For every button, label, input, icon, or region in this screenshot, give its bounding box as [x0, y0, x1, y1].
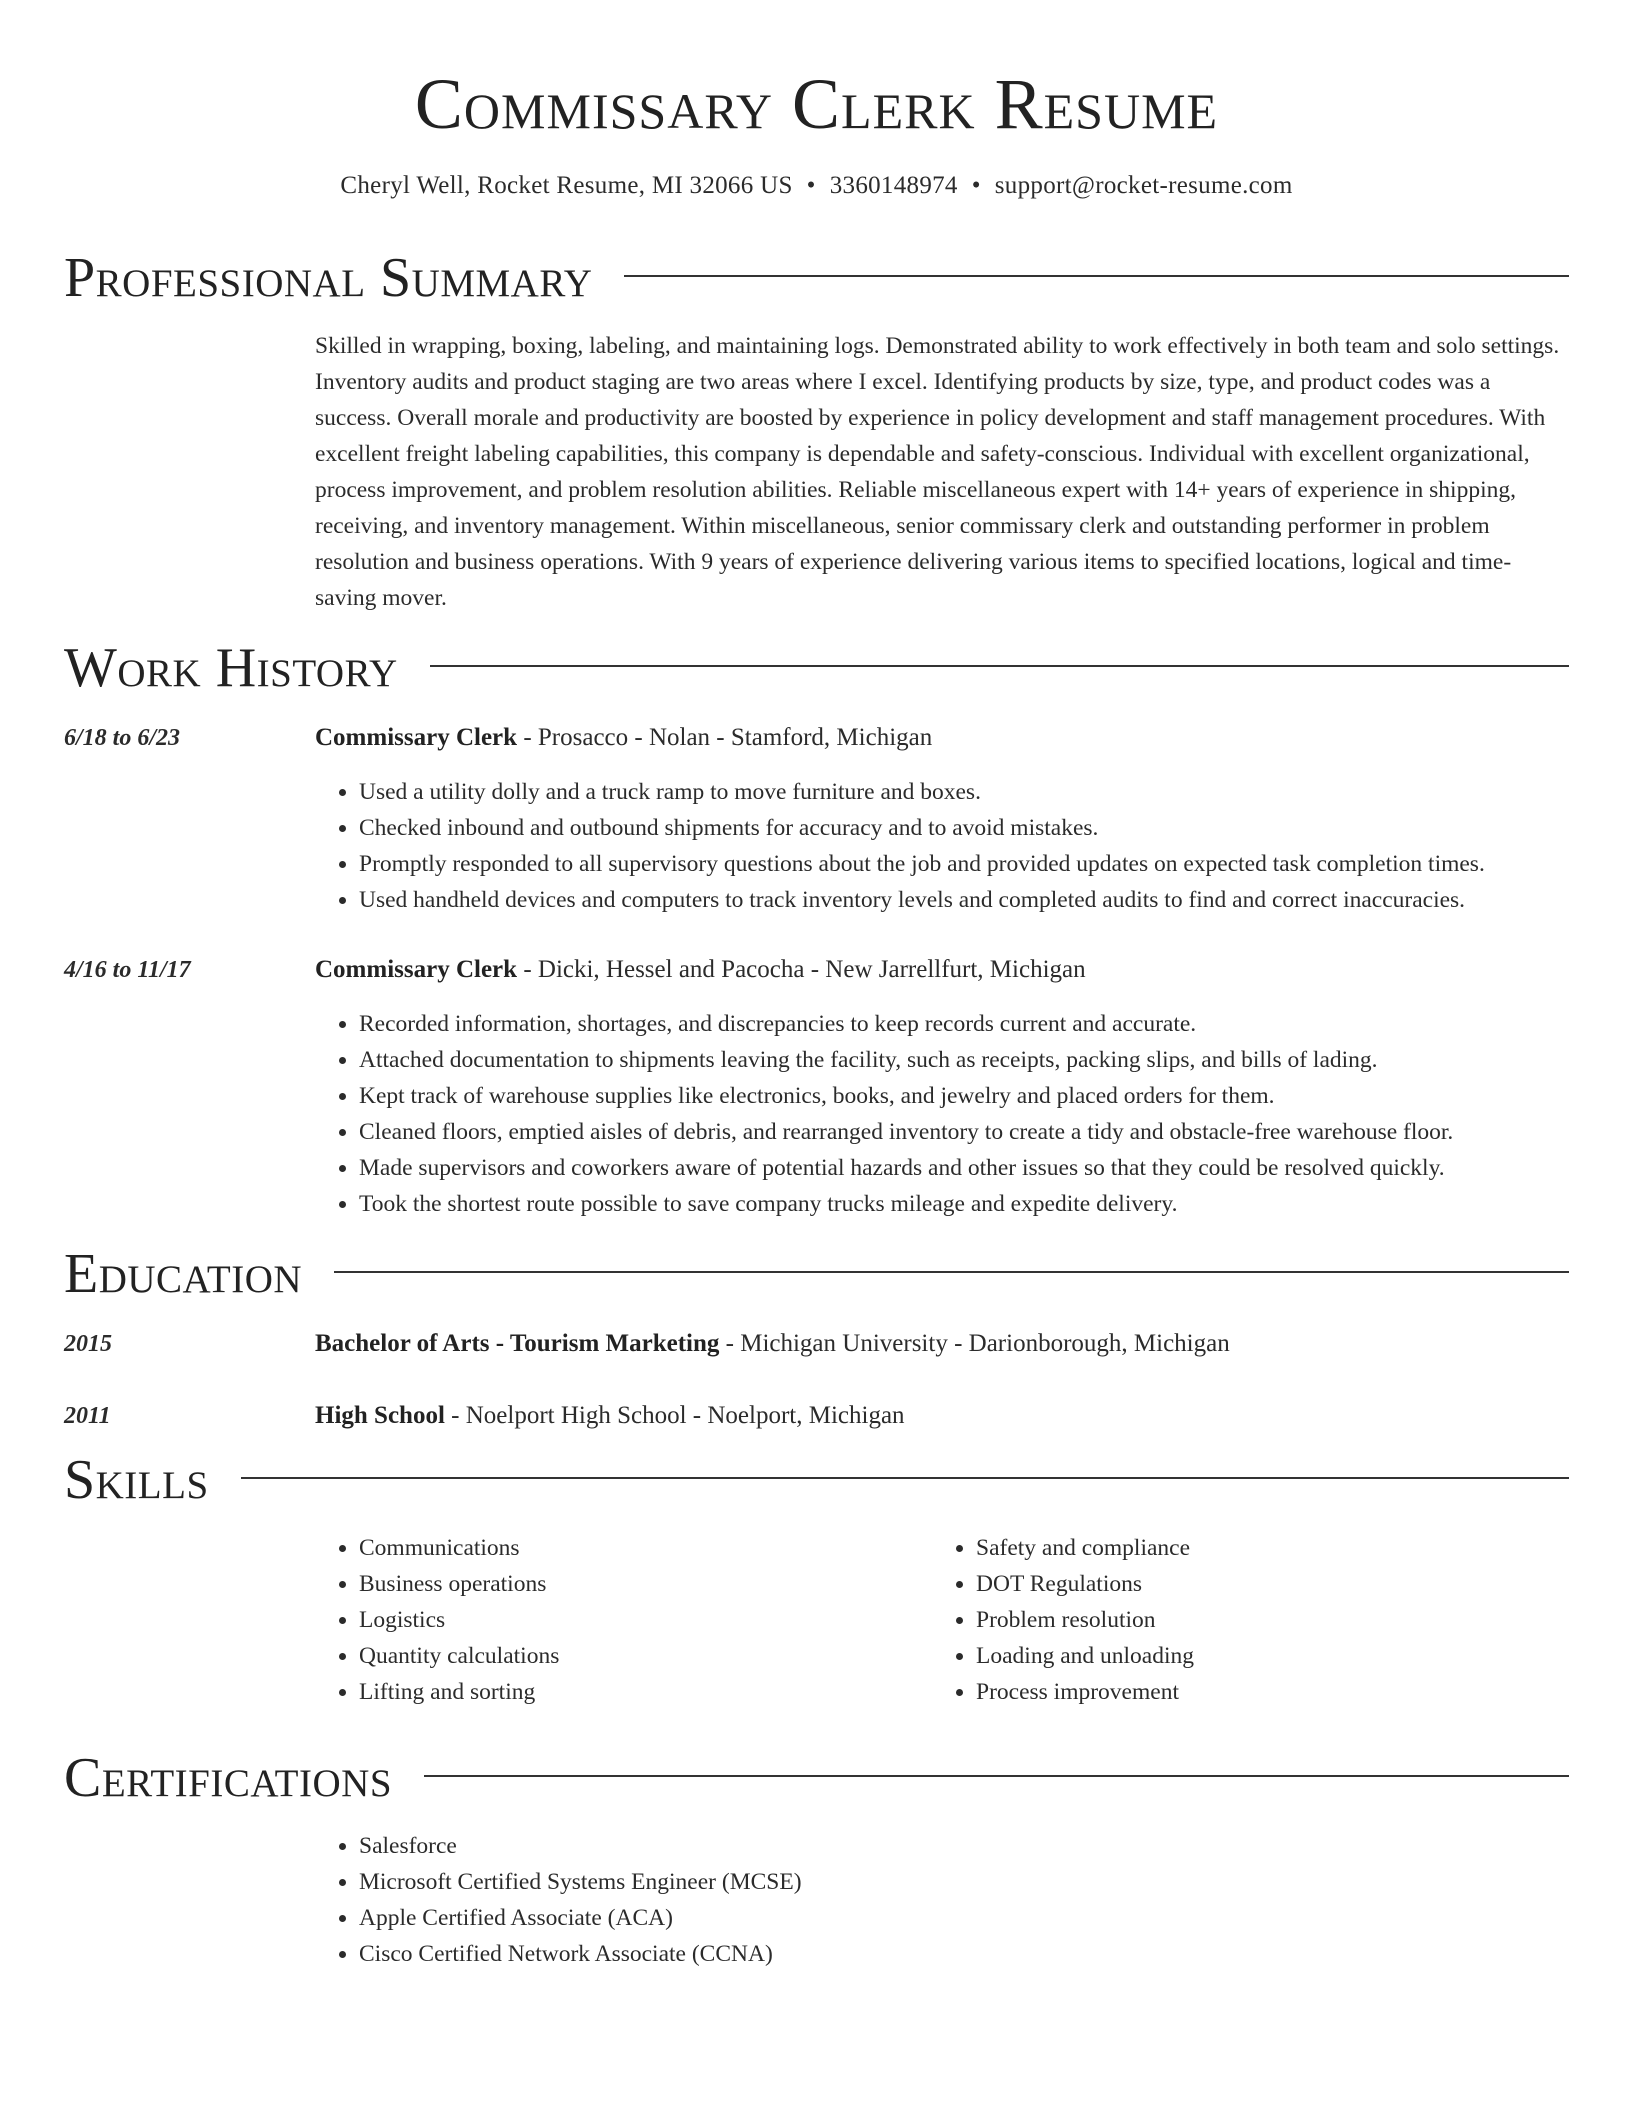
- certifications-list: [315, 1828, 1569, 1972]
- section-divider: [430, 665, 1569, 667]
- job-title: Commissary Clerk: [315, 724, 518, 751]
- education-heading: [315, 1398, 1569, 1434]
- skill-item: • DOT Regulations: [976, 1566, 1549, 1602]
- certification-item: • Cisco Certified Network Associate (CCNA): [359, 1936, 1569, 1972]
- section-divider: [241, 1477, 1569, 1479]
- skills-list: [315, 1530, 1569, 1710]
- resume-title: Commissary Clerk Resume: [414, 64, 1219, 144]
- job-title: Commissary Clerk: [315, 956, 518, 983]
- skill-item: • Process improvement: [976, 1674, 1549, 1710]
- contact-line: [64, 168, 1569, 204]
- certification-item: • Salesforce: [359, 1828, 1569, 1864]
- certification-item: • Microsoft Certified Systems Engineer (MCSE): [359, 1864, 1569, 1900]
- section-title-summary: Professional Summary: [64, 247, 593, 309]
- education-degree: Bachelor of Arts - Tourism Marketing: [315, 1330, 720, 1357]
- contact-address: Cheryl Well, Rocket Resume, MI 32066 US: [340, 172, 793, 199]
- job-details: - Dicki, Hessel and Pacocha - New Jarrellfurt, Michigan: [517, 956, 1086, 983]
- section-divider: [334, 1271, 1569, 1273]
- job-duty: • Checked inbound and outbound shipments for accuracy and to avoid mistakes.: [359, 810, 1569, 846]
- job-duties: [315, 1006, 1569, 1222]
- section-header-certifications: [64, 1744, 1569, 1812]
- education-details: - Noelport High School - Noelport, Michigan: [444, 1402, 905, 1429]
- education-entry: [64, 1398, 1569, 1434]
- resume-page: [64, 0, 1569, 1972]
- job-body: [315, 720, 1569, 918]
- section-header-work-history: [64, 634, 1569, 702]
- skill-item: • Lifting and sorting: [359, 1674, 932, 1710]
- job-duty: • Attached documentation to shipments leaving the facility, such as receipts, packing slips, and bills of lading.: [359, 1042, 1569, 1078]
- job-details: - Prosacco - Nolan - Stamford, Michigan: [517, 724, 933, 751]
- job-dates: 6/18 to 6/23: [64, 725, 181, 751]
- section-header-summary: [64, 244, 1569, 312]
- section-title-work-history: Work History: [64, 637, 398, 699]
- skill-item: • Safety and compliance: [976, 1530, 1549, 1566]
- education-entry: [64, 1326, 1569, 1362]
- education-heading: [315, 1326, 1569, 1362]
- education-year: 2015: [64, 1331, 112, 1357]
- section-title-education: Education: [64, 1243, 303, 1305]
- contact-separator: •: [806, 172, 816, 199]
- section-title-skills: Skills: [64, 1449, 209, 1511]
- job-duty: • Used a utility dolly and a truck ramp to move furniture and boxes.: [359, 774, 1569, 810]
- skills-column-right: [932, 1530, 1549, 1710]
- job-duty: • Used handheld devices and computers to track inventory levels and completed audits to find and correct inaccuracies.: [359, 882, 1569, 918]
- job-duty: • Made supervisors and coworkers aware of potential hazards and other issues so that they could be resolved quickly.: [359, 1150, 1569, 1186]
- skill-item: • Loading and unloading: [976, 1638, 1549, 1674]
- skill-item: • Problem resolution: [976, 1602, 1549, 1638]
- job-heading: [315, 952, 1569, 988]
- section-divider: [424, 1775, 1569, 1777]
- job-duty: • Kept track of warehouse supplies like electronics, books, and jewelry and placed orders for them.: [359, 1078, 1569, 1114]
- job-duties: [315, 774, 1569, 918]
- education-year: 2011: [64, 1403, 111, 1429]
- education-body: [315, 1398, 1569, 1434]
- contact-separator: •: [971, 172, 981, 199]
- job-entry: [64, 952, 1569, 1222]
- job-duty: • Took the shortest route possible to save company trucks mileage and expedite delivery.: [359, 1186, 1569, 1222]
- section-header-education: [64, 1240, 1569, 1308]
- section-title-certifications: Certifications: [64, 1747, 393, 1809]
- skill-item: • Quantity calculations: [359, 1638, 932, 1674]
- skill-item: • Logistics: [359, 1602, 932, 1638]
- job-entry: [64, 720, 1569, 918]
- skill-item: • Business operations: [359, 1566, 932, 1602]
- job-duty: • Cleaned floors, emptied aisles of debris, and rearranged inventory to create a tidy and obstacle-free warehouse floor.: [359, 1114, 1569, 1150]
- summary-text: Skilled in wrapping, boxing, labeling, and maintaining logs. Demonstrated ability to work effectively in both team and solo settings. Inventory audits and product staging are two areas where I excel. Identifying products by size, type, and product codes was a success. Overall morale and productivity are boosted by experience in policy development and staff management procedures. With excellent freight labeling capabilities, this company is dependable and safety-conscious. Individual with excellent organizational, process improvement, and problem resolution abilities. Reliable miscellaneous expert with 14+ years of experience in shipping, receiving, and inventory management. Within miscellaneous, senior commissary clerk and outstanding performer in problem resolution and business operations. With 9 years of experience delivering various items to specified locations, logical and time-saving mover.: [315, 333, 1560, 611]
- section-header-skills: [64, 1446, 1569, 1514]
- job-duty: • Promptly responded to all supervisory questions about the job and provided updates on expected task completion times.: [359, 846, 1569, 882]
- contact-phone: 3360148974: [829, 172, 958, 199]
- education-degree: High School: [315, 1402, 445, 1429]
- skill-item: • Communications: [359, 1530, 932, 1566]
- section-divider: [624, 275, 1569, 277]
- job-heading: [315, 720, 1569, 756]
- contact-email[interactable]: support@rocket-resume.com: [994, 172, 1293, 199]
- job-duty: • Recorded information, shortages, and discrepancies to keep records current and accurate.: [359, 1006, 1569, 1042]
- certification-item: • Apple Certified Associate (ACA): [359, 1900, 1569, 1936]
- job-body: [315, 952, 1569, 1222]
- education-body: [315, 1326, 1569, 1362]
- job-dates: 4/16 to 11/17: [64, 957, 191, 983]
- skills-column-left: [315, 1530, 932, 1710]
- education-details: - Michigan University - Darionborough, Michigan: [719, 1330, 1230, 1357]
